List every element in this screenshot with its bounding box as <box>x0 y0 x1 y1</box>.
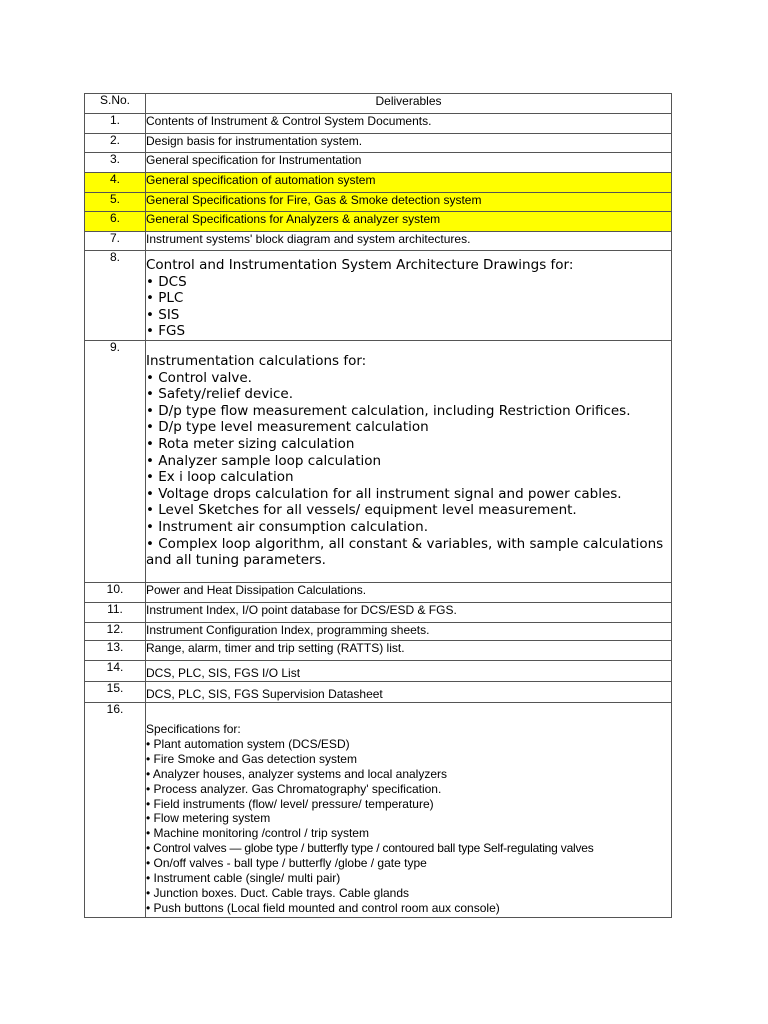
row-text: Power and Heat Dissipation Calculations. <box>146 582 672 602</box>
row-text: General specification of automation system <box>146 173 672 193</box>
list-item: • Control valves — globe type / butterfly type / contoured ball type Self-regulating valves <box>146 841 594 856</box>
table-row <box>85 251 672 341</box>
table-header-row <box>85 94 672 114</box>
row-text: Range, alarm, timer and trip setting (RATTS) list. <box>146 640 672 660</box>
row-number: 5. <box>85 193 146 212</box>
list-item: • Rota meter sizing calculation <box>146 435 355 452</box>
list-heading: Instrumentation calculations for: <box>146 352 367 369</box>
deliverables-table <box>84 93 672 918</box>
list-item: • Junction boxes. Duct. Cable trays. Cable glands <box>146 885 410 900</box>
list-item: • Field instruments (flow/ level/ pressure/ temperature) <box>146 796 434 811</box>
row-text: Instrument Configuration Index, programming sheets. <box>146 622 672 640</box>
table-row-highlighted <box>85 212 672 232</box>
table-row <box>85 602 672 622</box>
row-number: 1. <box>85 114 146 134</box>
row-text: DCS, PLC, SIS, FGS Supervision Datasheet <box>146 681 672 702</box>
table-row <box>85 153 672 173</box>
list-item: • D/p type level measurement calculation <box>146 419 429 436</box>
row-number: 11. <box>85 602 146 622</box>
table-row <box>85 582 672 602</box>
row-number: 10. <box>85 582 146 602</box>
table-row <box>85 622 672 640</box>
table-row <box>85 681 672 702</box>
list-item: • On/off valves - ball type / butterfly /globe / gate type <box>146 856 427 871</box>
list-item: • Analyzer houses, analyzer systems and local analyzers <box>146 766 448 781</box>
table-row-highlighted <box>85 173 672 193</box>
table-row <box>85 232 672 251</box>
list-heading: Control and Instrumentation System Architecture Drawings for: <box>146 257 574 273</box>
row-number: 9. <box>85 340 146 582</box>
row-text <box>146 702 672 917</box>
sno-header: S.No. <box>85 94 146 114</box>
list-item: • Instrument air consumption calculation. <box>146 518 428 535</box>
row-number: 7. <box>85 232 146 251</box>
row-number: 2. <box>85 134 146 153</box>
list-item: • Level Sketches for all vessels/ equipment level measurement. <box>146 502 577 519</box>
row-text: Design basis for instrumentation system. <box>146 134 672 153</box>
row-number: 16. <box>85 702 146 917</box>
row-number: 6. <box>85 212 146 232</box>
table-row <box>85 340 672 582</box>
list-item: • Instrument cable (single/ multi pair) <box>146 871 341 886</box>
list-item: • Voltage drops calculation for all instrument signal and power cables. <box>146 485 622 502</box>
list-item: • PLC <box>146 290 184 307</box>
list-item: • Push buttons (Local field mounted and control room aux console) <box>146 900 500 915</box>
list-item: • SIS <box>146 306 180 323</box>
list-heading: Specifications for: <box>146 721 241 736</box>
row-text: DCS, PLC, SIS, FGS I/O List <box>146 660 672 681</box>
deliverables-header: Deliverables <box>146 94 672 114</box>
row-text: General Specifications for Analyzers & analyzer system <box>146 212 672 232</box>
row-text: Instrument Index, I/O point database for DCS/ESD & FGS. <box>146 602 672 622</box>
table-row <box>85 660 672 681</box>
list-item: • Flow metering system <box>146 811 271 826</box>
list-item: • Plant automation system (DCS/ESD) <box>146 736 350 751</box>
table-row <box>85 114 672 134</box>
list-item: • FGS <box>146 323 186 340</box>
list-item: • D/p type flow measurement calculation, including Restriction Orifices. <box>146 402 631 419</box>
table-row <box>85 640 672 660</box>
list-item: • Analyzer sample loop calculation <box>146 452 382 469</box>
list-item: • DCS <box>146 273 187 290</box>
table-row <box>85 702 672 917</box>
list-item: • Control valve. <box>146 369 252 386</box>
row-number: 12. <box>85 622 146 640</box>
row-number: 3. <box>85 153 146 173</box>
row-number: 4. <box>85 173 146 193</box>
row-number: 15. <box>85 681 146 702</box>
list-item: • Fire Smoke and Gas detection system <box>146 751 357 766</box>
row-text: General Specifications for Fire, Gas & Smoke detection system <box>146 193 672 212</box>
row-text <box>146 340 672 582</box>
row-number: 14. <box>85 660 146 681</box>
list-item: • Process analyzer. Gas Chromatography' specification. <box>146 781 442 796</box>
table-row-highlighted <box>85 193 672 212</box>
row-number: 8. <box>85 251 146 341</box>
list-item: • Safety/relief device. <box>146 386 294 403</box>
list-item: • Ex i loop calculation <box>146 469 294 486</box>
row-text: General specification for Instrumentation <box>146 153 672 173</box>
row-text: Instrument systems' block diagram and system architectures. <box>146 232 672 251</box>
list-item: • Machine monitoring /control / trip system <box>146 826 369 841</box>
row-text <box>146 251 672 341</box>
row-number: 13. <box>85 640 146 660</box>
list-item: • Complex loop algorithm, all constant & variables, with sample calculations and all tuning parameters. <box>146 535 664 569</box>
table-row <box>85 134 672 153</box>
row-text: Contents of Instrument & Control System Documents. <box>146 114 672 134</box>
